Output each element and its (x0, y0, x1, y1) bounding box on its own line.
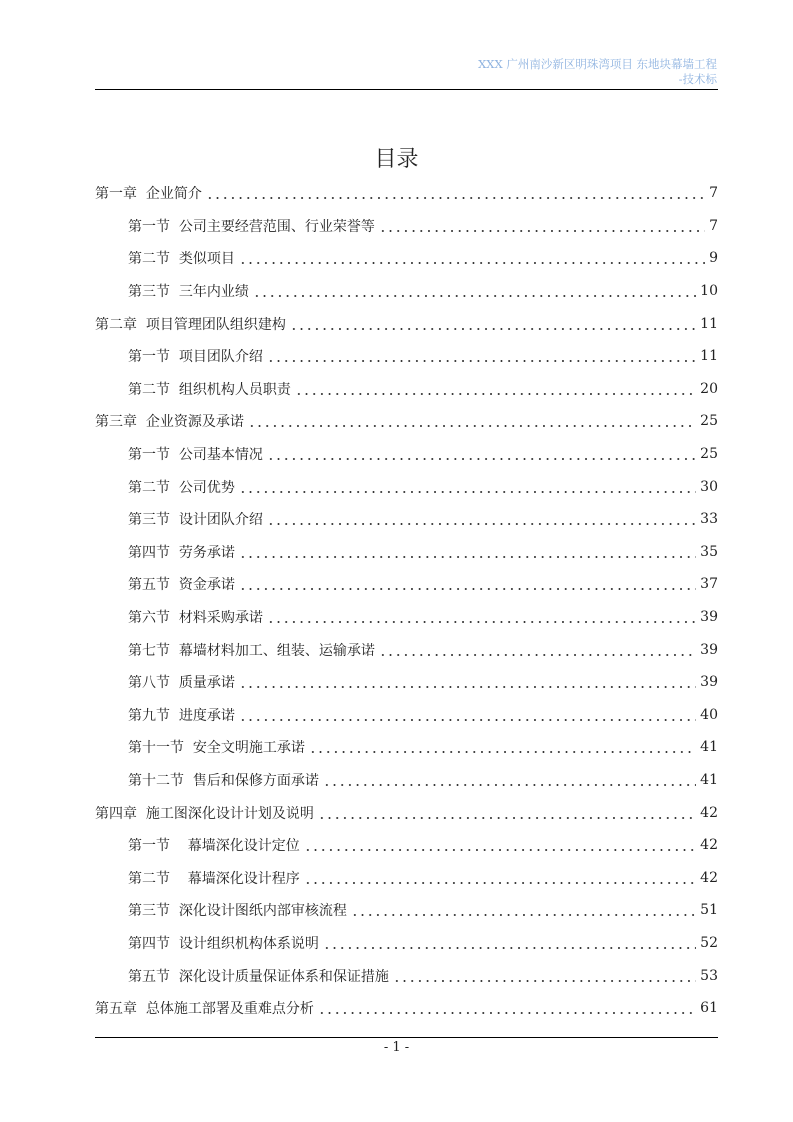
toc-section-entry[interactable] (95, 731, 718, 764)
toc-section-entry[interactable] (95, 633, 718, 666)
toc-entry-page: 37 (700, 576, 718, 593)
toc-entry-page: 61 (700, 1000, 718, 1017)
dot-leader (304, 838, 696, 852)
dot-leader (248, 414, 696, 428)
dot-leader (323, 936, 696, 950)
toc-section-entry[interactable] (95, 699, 718, 732)
toc-chapter-entry[interactable] (95, 405, 718, 438)
toc-section-entry[interactable] (95, 536, 718, 569)
toc-entry-page: 41 (700, 739, 718, 756)
toc-entry-page: 7 (709, 185, 718, 202)
toc-section-entry[interactable] (95, 373, 718, 406)
toc-entry-page: 41 (700, 771, 718, 788)
toc-section-entry[interactable] (95, 340, 718, 373)
header-rule (95, 89, 718, 90)
dot-leader (323, 773, 696, 787)
toc-section-entry[interactable] (95, 894, 718, 927)
toc-entry-page: 33 (700, 511, 718, 528)
dot-leader (379, 643, 696, 657)
dot-leader (239, 545, 696, 559)
toc-section-entry[interactable] (95, 829, 718, 862)
toc-entry-label: 第二节 组织机构人员职责 (128, 381, 291, 398)
toc-chapter-entry[interactable] (95, 992, 718, 1025)
toc-entry-page: 9 (709, 250, 718, 267)
dot-leader (309, 740, 696, 754)
dot-leader (318, 1001, 696, 1015)
dot-leader (239, 577, 696, 591)
header-subtitle: -技术标 (678, 72, 717, 86)
toc-entry-page: 25 (700, 413, 718, 430)
toc-entry-label: 第七节 幕墙材料加工、组装、运输承诺 (128, 642, 375, 659)
page-number: - 1 - (383, 1040, 410, 1055)
toc-entry-label: 第一章 企业简介 (95, 186, 202, 203)
header-project-name: XXX 广州南沙新区明珠湾项目 东地块幕墙工程 (478, 57, 717, 71)
dot-leader (239, 251, 705, 265)
toc-entry-page: 11 (700, 348, 718, 365)
toc-entry-label: 第四节 设计组织机构体系说明 (128, 935, 319, 952)
toc-entry-label: 第五章 总体施工部署及重难点分析 (95, 1001, 314, 1018)
toc-section-entry[interactable] (95, 275, 718, 308)
toc-entry-page: 10 (700, 283, 718, 300)
dot-leader (267, 610, 696, 624)
dot-leader (379, 219, 705, 233)
toc-section-entry[interactable] (95, 242, 718, 275)
toc-entry-label: 第三节 设计团队介绍 (128, 512, 263, 529)
toc-entry-page: 30 (700, 478, 718, 495)
toc-entry-label: 第一节 幕墙深化设计定位 (128, 838, 300, 855)
toc-entry-label: 第八节 质量承诺 (128, 675, 235, 692)
running-header (478, 57, 717, 87)
toc-entry-label: 第五节 资金承诺 (128, 577, 235, 594)
toc-entry-label: 第四章 施工图深化设计计划及说明 (95, 805, 314, 822)
toc-entry-page: 42 (700, 837, 718, 854)
toc-section-entry[interactable] (95, 438, 718, 471)
toc-entry-page: 53 (700, 967, 718, 984)
toc-entry-label: 第二章 项目管理团队组织建构 (95, 316, 286, 333)
toc-entry-label: 第一节 公司基本情况 (128, 447, 263, 464)
dot-leader (239, 708, 696, 722)
dot-leader (304, 871, 696, 885)
toc-section-entry[interactable] (95, 601, 718, 634)
toc-section-entry[interactable] (95, 927, 718, 960)
toc-entry-page: 39 (700, 609, 718, 626)
dot-leader (239, 480, 696, 494)
toc-entry-label: 第三章 企业资源及承诺 (95, 414, 244, 431)
page-title: 目录 (374, 147, 419, 172)
dot-leader (295, 382, 696, 396)
dot-leader (318, 806, 696, 820)
toc-entry-page: 11 (700, 315, 718, 332)
toc-section-entry[interactable] (95, 666, 718, 699)
toc-entry-page: 25 (700, 446, 718, 463)
toc-entry-page: 42 (700, 869, 718, 886)
toc-entry-label: 第九节 进度承诺 (128, 707, 235, 724)
toc-entry-label: 第四节 劳务承诺 (128, 544, 235, 561)
dot-leader (290, 317, 696, 331)
toc-entry-label: 第十二节 售后和保修方面承诺 (128, 772, 319, 789)
toc-entry-label: 第二节 类似项目 (128, 251, 235, 268)
footer-rule (95, 1037, 718, 1038)
toc-entry-label: 第五节 深化设计质量保证体系和保证措施 (128, 968, 389, 985)
toc-entry-page: 42 (700, 804, 718, 821)
toc-entry-label: 第二节 幕墙深化设计程序 (128, 870, 300, 887)
toc-entry-page: 40 (700, 706, 718, 723)
table-of-contents (95, 177, 718, 1024)
dot-leader (393, 969, 696, 983)
toc-entry-page: 51 (700, 902, 718, 919)
toc-entry-page: 39 (700, 641, 718, 658)
dot-leader (267, 512, 696, 526)
toc-entry-label: 第十一节 安全文明施工承诺 (128, 740, 305, 757)
toc-section-entry[interactable] (95, 764, 718, 797)
toc-chapter-entry[interactable] (95, 796, 718, 829)
toc-section-entry[interactable] (95, 959, 718, 992)
toc-entry-page: 52 (700, 934, 718, 951)
toc-entry-page: 20 (700, 380, 718, 397)
toc-section-entry[interactable] (95, 568, 718, 601)
toc-entry-label: 第一节 项目团队介绍 (128, 349, 263, 366)
toc-entry-label: 第三节 深化设计图纸内部审核流程 (128, 903, 347, 920)
toc-entry-page: 35 (700, 543, 718, 560)
toc-section-entry[interactable] (95, 470, 718, 503)
dot-leader (267, 349, 696, 363)
toc-section-entry[interactable] (95, 503, 718, 536)
toc-chapter-entry[interactable] (95, 177, 718, 210)
toc-entry-label: 第六节 材料采购承诺 (128, 610, 263, 627)
toc-entry-label: 第三节 三年内业绩 (128, 284, 249, 301)
dot-leader (351, 903, 696, 917)
toc-chapter-entry[interactable] (95, 307, 718, 340)
dot-leader (206, 186, 705, 200)
toc-entry-page: 7 (709, 217, 718, 234)
dot-leader (239, 675, 696, 689)
toc-entry-page: 39 (700, 674, 718, 691)
toc-entry-label: 第一节 公司主要经营范围、行业荣誉等 (128, 218, 375, 235)
dot-leader (267, 447, 696, 461)
toc-section-entry[interactable] (95, 210, 718, 243)
toc-section-entry[interactable] (95, 861, 718, 894)
dot-leader (253, 284, 696, 298)
toc-entry-label: 第二节 公司优势 (128, 479, 235, 496)
